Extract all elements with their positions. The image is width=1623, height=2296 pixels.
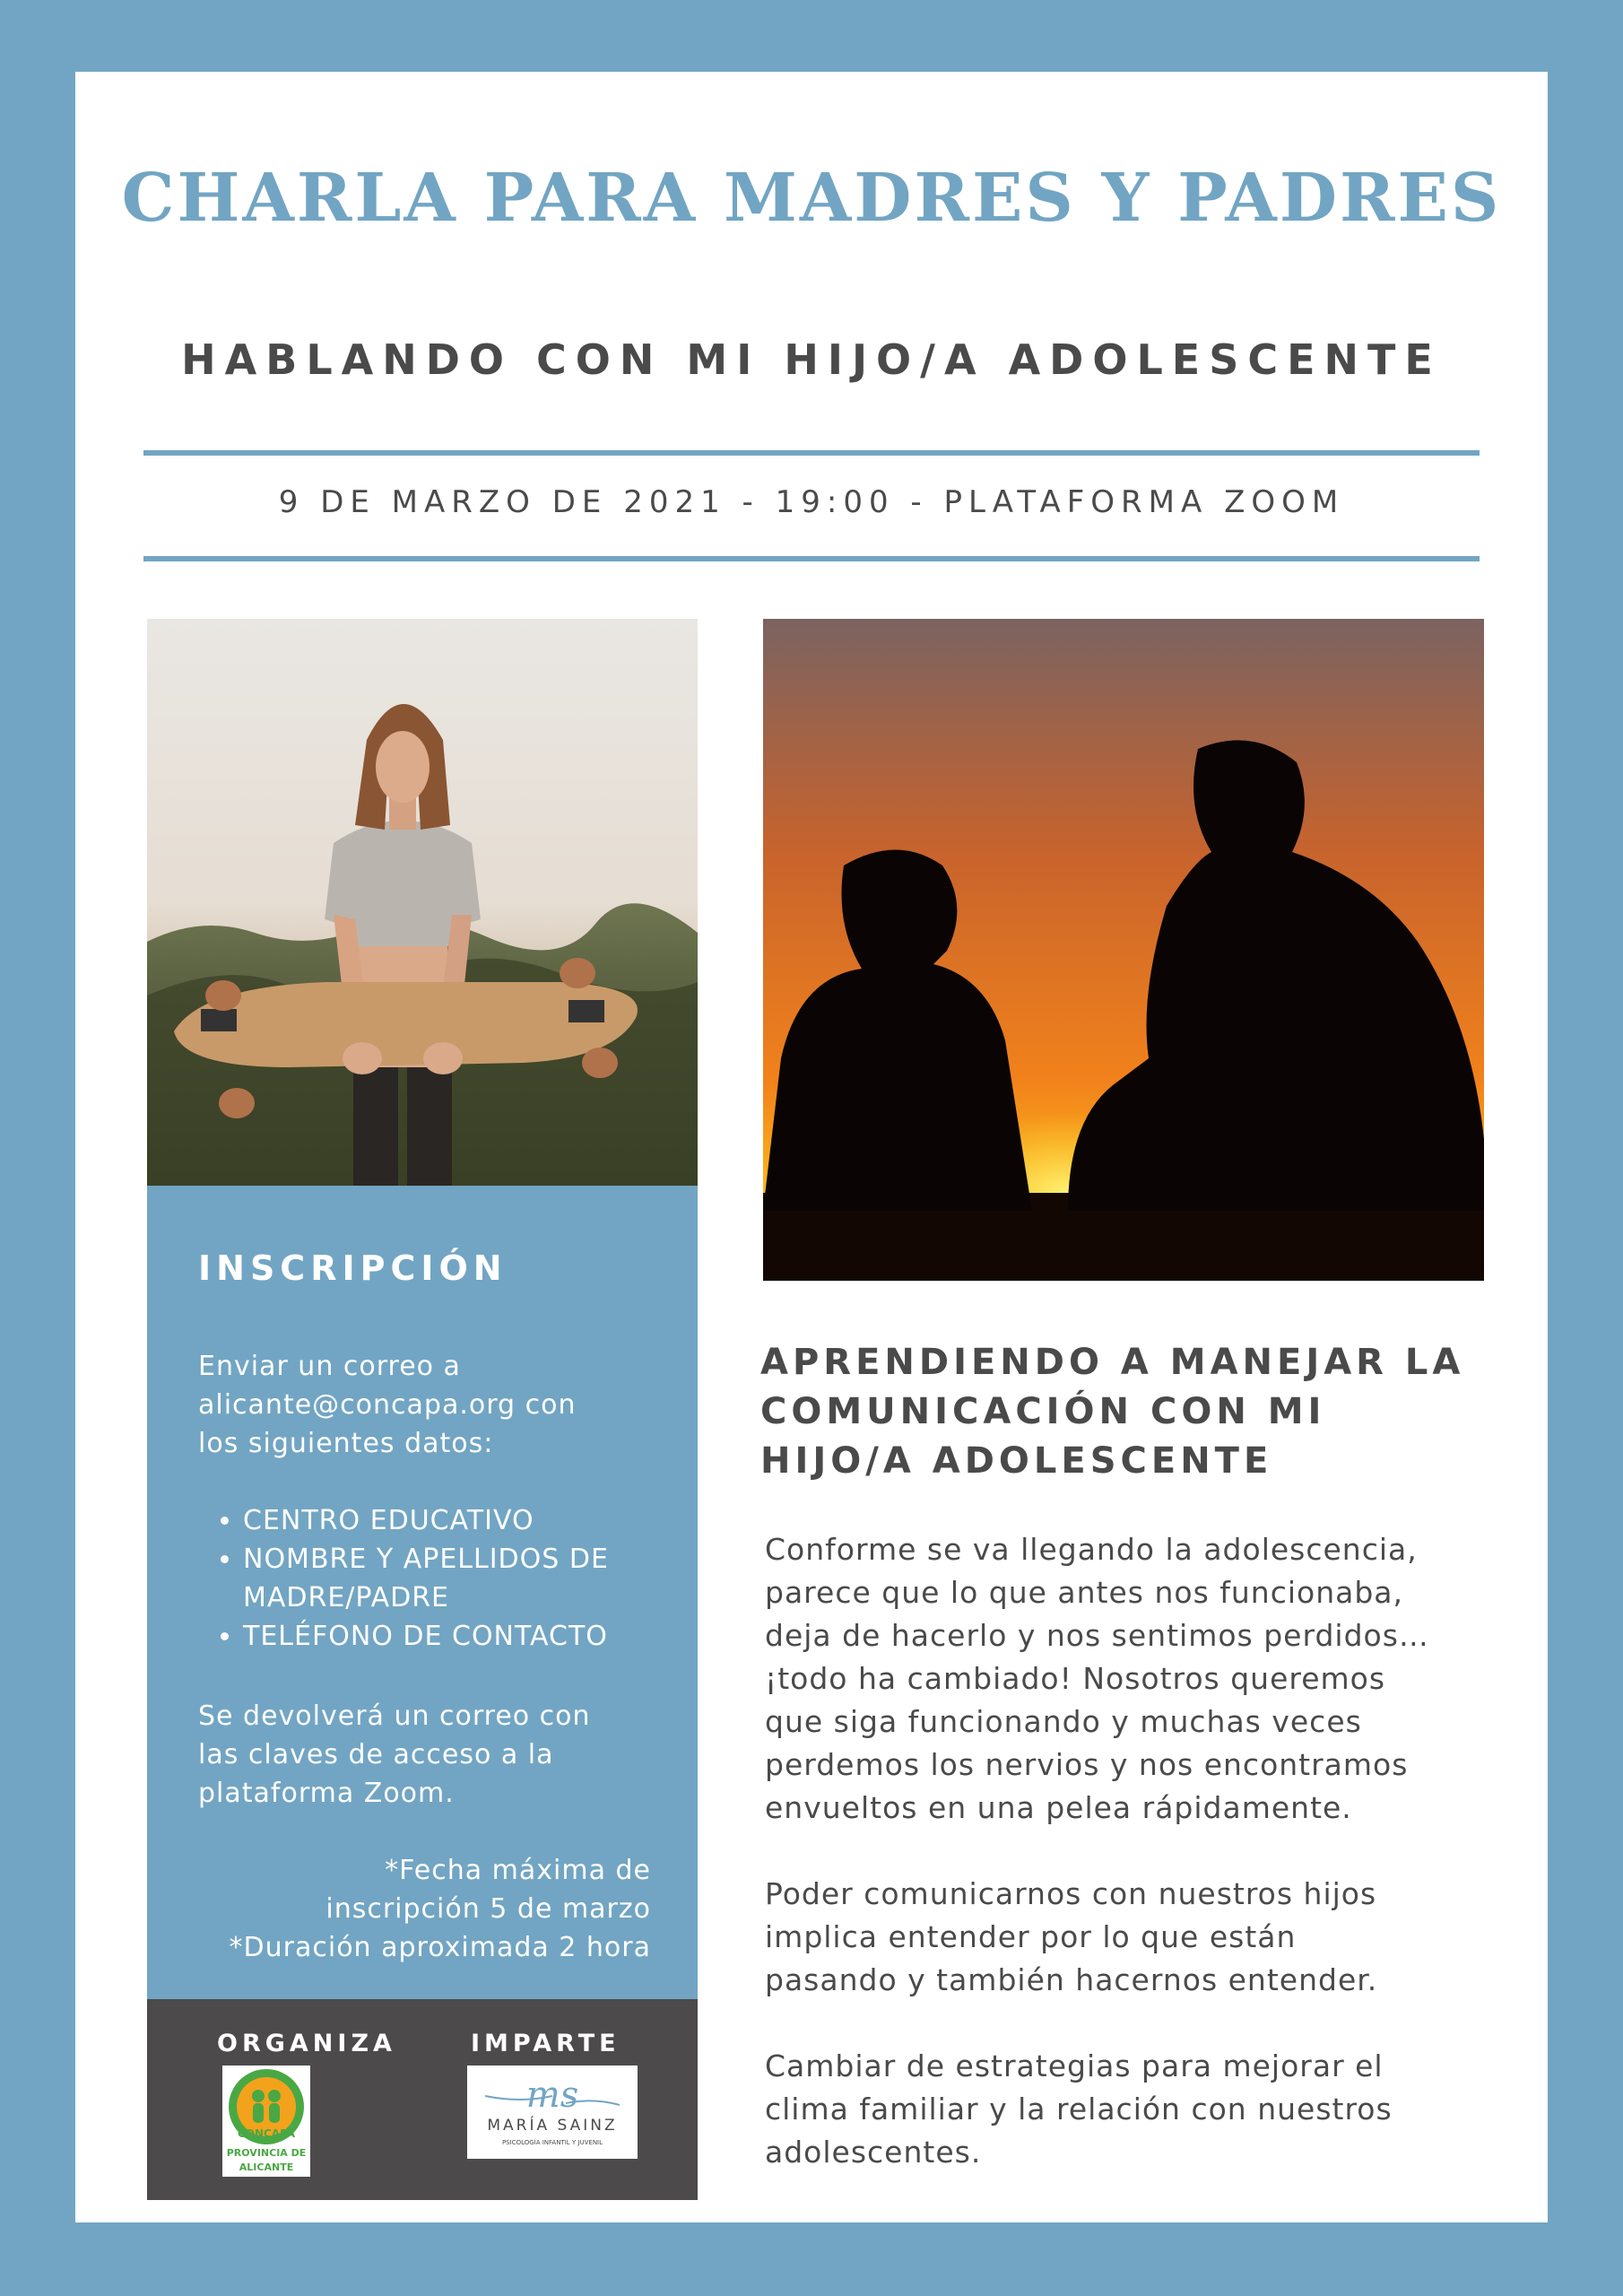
paragraph-line: ¡todo ha cambiado! Nosotros queremos xyxy=(765,1661,1386,1696)
imparte-label: IMPARTE xyxy=(471,2030,621,2057)
paragraph-line: adolescentes. xyxy=(765,2135,982,2170)
registration-intro xyxy=(198,1347,664,1463)
registration-title: INSCRIPCIÓN xyxy=(198,1248,508,1288)
registration-panel xyxy=(147,1186,698,1999)
list-item: • CENTRO EDUCATIVO xyxy=(243,1501,727,1540)
article-paragraph-2 xyxy=(765,1873,1473,2002)
maria-sainz-logo-initials: ms xyxy=(525,2074,579,2116)
sunset-silhouettes-photo xyxy=(763,619,1484,1281)
poster-title: CHARLA PARA MADRES Y PADRES xyxy=(121,160,1502,237)
paragraph-line: perdemos los nervios y nos encontramos xyxy=(765,1747,1409,1782)
required-data-list xyxy=(198,1501,727,1656)
maria-sainz-logo xyxy=(467,2066,638,2159)
paragraph-line: parece que lo que antes nos funcionaba, xyxy=(765,1575,1404,1610)
registration-notes xyxy=(165,1851,651,1967)
concapa-logo-name: CONCAPA xyxy=(237,2127,296,2140)
concapa-logo-line: ALICANTE xyxy=(239,2161,294,2173)
followup-line: Se devolverá un correo con xyxy=(198,1700,591,1732)
article-title-line: COMUNICACIÓN CON MI xyxy=(760,1391,1326,1432)
article-title-line: HIJO/A ADOLESCENTE xyxy=(760,1440,1273,1482)
list-item: • TELÉFONO DE CONTACTO xyxy=(243,1617,727,1656)
registration-intro-line: los siguientes datos: xyxy=(198,1428,494,1459)
poster-subtitle: HABLANDO CON MI HIJO/A ADOLESCENTE xyxy=(181,335,1442,384)
concapa-logo xyxy=(222,2066,310,2177)
article-title xyxy=(760,1338,1478,1486)
teen-with-skateboard-photo xyxy=(147,619,698,1186)
registration-email-line[interactable]: alicante@concapa.org con xyxy=(198,1389,577,1421)
registration-intro-line: Enviar un correo a xyxy=(198,1351,461,1382)
organizers-panel xyxy=(147,1999,698,2200)
followup-line: plataforma Zoom. xyxy=(198,1778,455,1809)
maria-sainz-logo-name: MARÍA SAINZ xyxy=(487,2117,618,2135)
paragraph-line: deja de hacerlo y nos sentimos perdidos… xyxy=(765,1618,1429,1653)
divider-top xyxy=(143,450,1480,456)
note-line: *Fecha máxima de xyxy=(385,1855,651,1886)
article-paragraph-3 xyxy=(765,2045,1473,2174)
article-paragraph-1 xyxy=(765,1528,1473,1830)
article-title-line: APRENDIENDO A MANEJAR LA xyxy=(760,1342,1465,1383)
paragraph-line: Cambiar de estrategias para mejorar el xyxy=(765,2048,1384,2083)
list-item: • NOMBRE Y APELLIDOS DE MADRE/PADRE xyxy=(243,1540,727,1617)
paragraph-line: pasando y también hacernos entender. xyxy=(765,1962,1378,1997)
note-line: *Duración aproximada 2 hora xyxy=(229,1932,651,1963)
event-info: 9 DE MARZO DE 2021 - 19:00 - PLATAFORMA ZOOM xyxy=(278,484,1345,520)
paragraph-line: Poder comunicarnos con nuestros hijos xyxy=(765,1876,1377,1911)
registration-followup xyxy=(198,1697,664,1813)
followup-line: las claves de acceso a la xyxy=(198,1739,554,1770)
concapa-logo-line: PROVINCIA DE xyxy=(226,2147,307,2159)
paragraph-line: Conforme se va llegando la adolescencia, xyxy=(765,1532,1418,1567)
maria-sainz-logo-tagline: PSICOLOGÍA INFANTIL Y JUVENIL xyxy=(501,2139,603,2146)
note-line: inscripción 5 de marzo xyxy=(325,1893,651,1925)
divider-bottom xyxy=(143,556,1480,561)
paragraph-line: que siga funcionando y muchas veces xyxy=(765,1704,1362,1739)
organiza-label: ORGANIZA xyxy=(217,2030,396,2057)
paragraph-line: clima familiar y la relación con nuestros xyxy=(765,2092,1393,2126)
paragraph-line: implica entender por lo que están xyxy=(765,1919,1297,1954)
paragraph-line: envueltos en una pelea rápidamente. xyxy=(765,1790,1352,1825)
